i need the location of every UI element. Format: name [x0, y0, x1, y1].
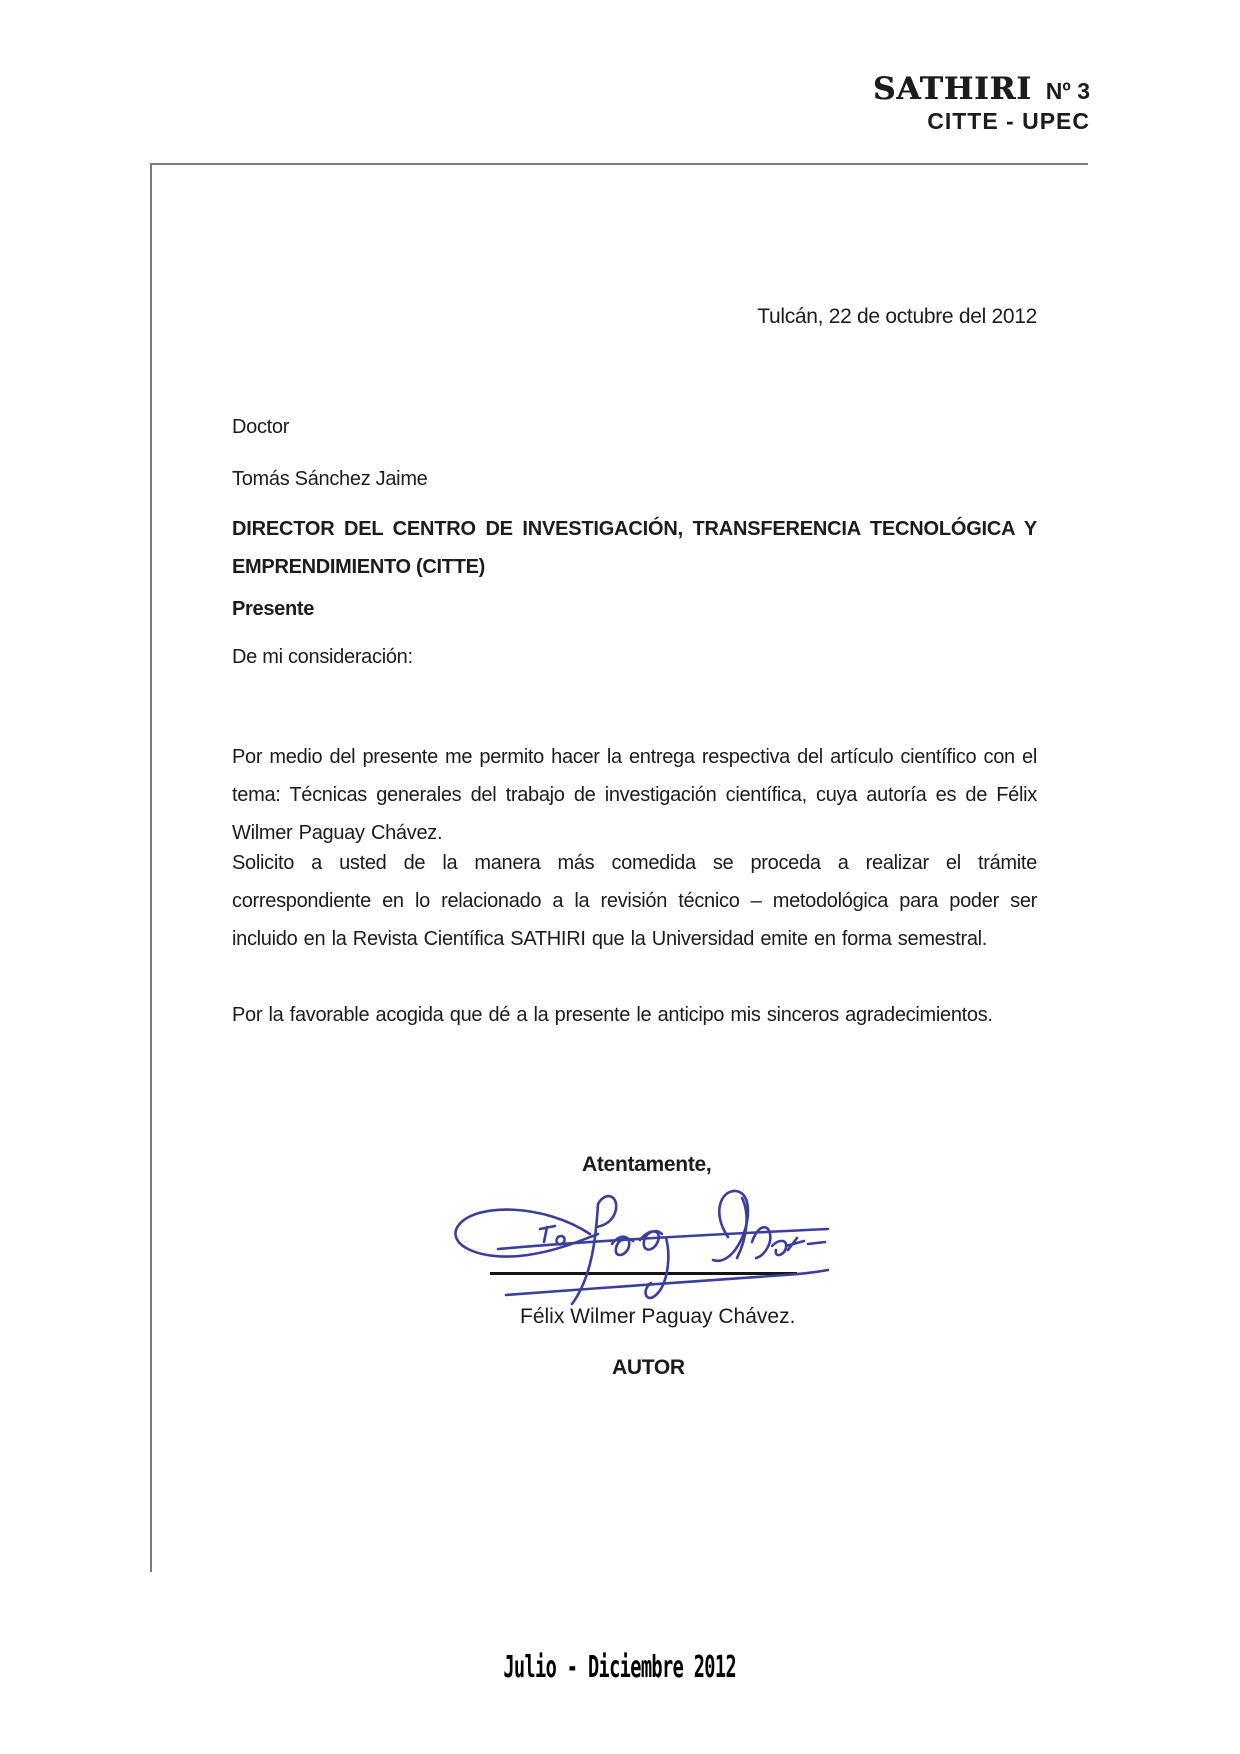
page-footer: [0, 1650, 1240, 1685]
presente-line: Presente: [232, 598, 315, 620]
recipient-name: Tomás Sánchez Jaime: [232, 468, 428, 490]
masthead: [873, 72, 1090, 134]
signature-ink: [440, 1182, 840, 1317]
closing-line: Atentamente,: [582, 1153, 712, 1176]
journal-subtitle: CITTE - UPEC: [927, 108, 1090, 135]
recipient-position-line1: DIRECTOR DEL CENTRO DE INVESTIGACIÓN, TRANSFERENCIA TECNOLÓGICA Y: [232, 518, 1037, 540]
paragraph-1: Por medio del presente me permito hacer la entrega respectiva del artículo científico con el tema: Técnicas generales del trabajo de investigación científica, cuya autoría es de Félix Wilmer Paguay Chávez.: [232, 746, 1037, 844]
paragraph-2: Solicito a usted de la manera más comedida se proceda a realizar el trámite correspondiente en lo relacionado a la revisión técnico – metodológica para poder ser incluido en la Revista Científica SATHIRI que la Universidad emite en forma semestral.: [232, 852, 1037, 950]
issue-number: Nº 3: [1045, 78, 1090, 104]
greeting-line: De mi consideración:: [232, 646, 413, 668]
paragraph-3: Por la favorable acogida que dé a la presente le anticipo mis sinceros agradecimientos.: [232, 1004, 993, 1026]
journal-line: [873, 72, 1090, 106]
recipient-title: Doctor: [232, 416, 290, 438]
signer-role: AUTOR: [612, 1356, 685, 1379]
recipient-position-line2: EMPRENDIMIENTO (CITTE): [232, 556, 486, 578]
journal-title: SATHIRI: [872, 71, 1032, 107]
signer-name: Félix Wilmer Paguay Chávez.: [520, 1305, 796, 1328]
date-line: Tulcán, 22 de octubre del 2012: [757, 305, 1037, 328]
footer-period: Julio - Diciembre 2012: [503, 1650, 737, 1685]
